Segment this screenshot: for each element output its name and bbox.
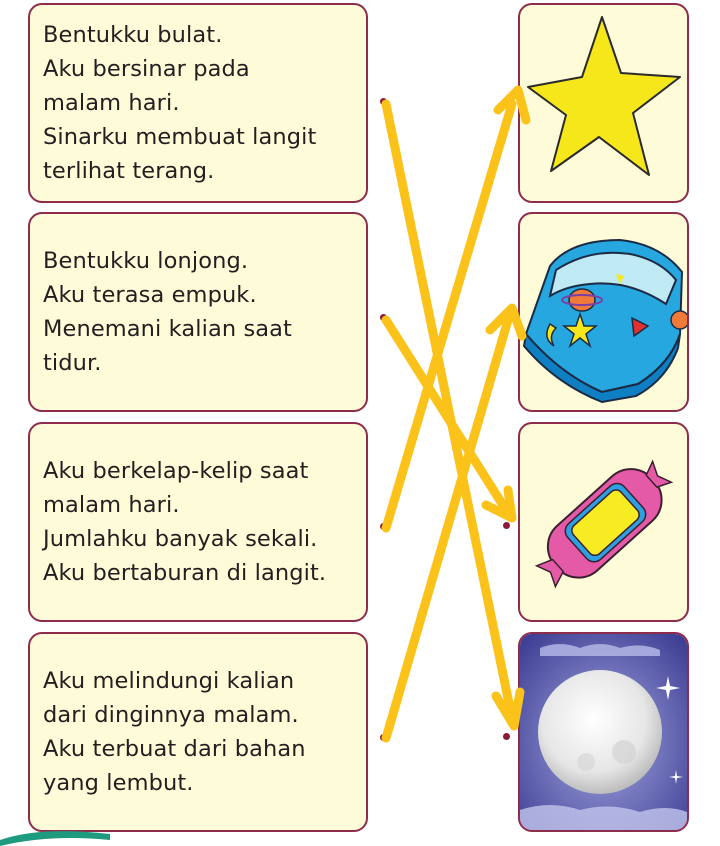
star-icon bbox=[520, 5, 687, 201]
arrow-card3-to-star bbox=[386, 104, 512, 528]
arrowhead-moon bbox=[496, 692, 520, 726]
text-line: Bentukku bulat. bbox=[43, 22, 223, 48]
arrowhead-bolster bbox=[486, 490, 512, 518]
text-line: Aku terbuat dari bahan bbox=[43, 736, 306, 762]
text-card-3 bbox=[28, 422, 368, 622]
arrow-card4-to-blanket bbox=[386, 320, 508, 738]
text-line: Jumlahku banyak sekali. bbox=[43, 526, 318, 552]
text-card-4 bbox=[28, 632, 368, 832]
text-line: yang lembut. bbox=[43, 770, 194, 796]
text-card-2 bbox=[28, 212, 368, 412]
moon-icon bbox=[520, 634, 687, 830]
text-line: terlihat terang. bbox=[43, 158, 215, 184]
bolster-pillow-icon bbox=[520, 424, 687, 620]
arrow-card1-to-moon bbox=[386, 104, 512, 718]
match-dot-left bbox=[380, 734, 387, 741]
text-line: dari dinginnya malam. bbox=[43, 702, 299, 728]
picture-card-3 bbox=[518, 422, 689, 622]
blanket-icon bbox=[520, 214, 687, 410]
text-line: Aku bersinar pada bbox=[43, 56, 250, 82]
match-dot-left bbox=[380, 98, 387, 105]
match-dot-right bbox=[503, 522, 510, 529]
text-line: Aku melindungi kalian bbox=[43, 668, 295, 694]
text-line: Aku berkelap-kelip saat bbox=[43, 458, 309, 484]
text-line: malam hari. bbox=[43, 492, 180, 518]
match-dot-left bbox=[380, 523, 387, 530]
picture-card-1 bbox=[518, 3, 689, 203]
match-dot-left bbox=[380, 314, 387, 321]
text-card-1 bbox=[28, 3, 368, 203]
decorative-swoosh bbox=[0, 826, 110, 846]
picture-card-2 bbox=[518, 212, 689, 412]
text-line: Bentukku lonjong. bbox=[43, 248, 249, 274]
text-line: Sinarku membuat langit bbox=[43, 124, 317, 150]
arrow-card2-to-bolster bbox=[386, 320, 506, 510]
text-line: Aku terasa empuk. bbox=[43, 282, 257, 308]
match-dot-right bbox=[503, 733, 510, 740]
text-line: Aku bertaburan di langit. bbox=[43, 560, 327, 586]
text-line: tidur. bbox=[43, 350, 102, 376]
text-line: malam hari. bbox=[43, 90, 180, 116]
picture-card-4 bbox=[518, 632, 689, 832]
text-line: Menemani kalian saat bbox=[43, 316, 292, 342]
